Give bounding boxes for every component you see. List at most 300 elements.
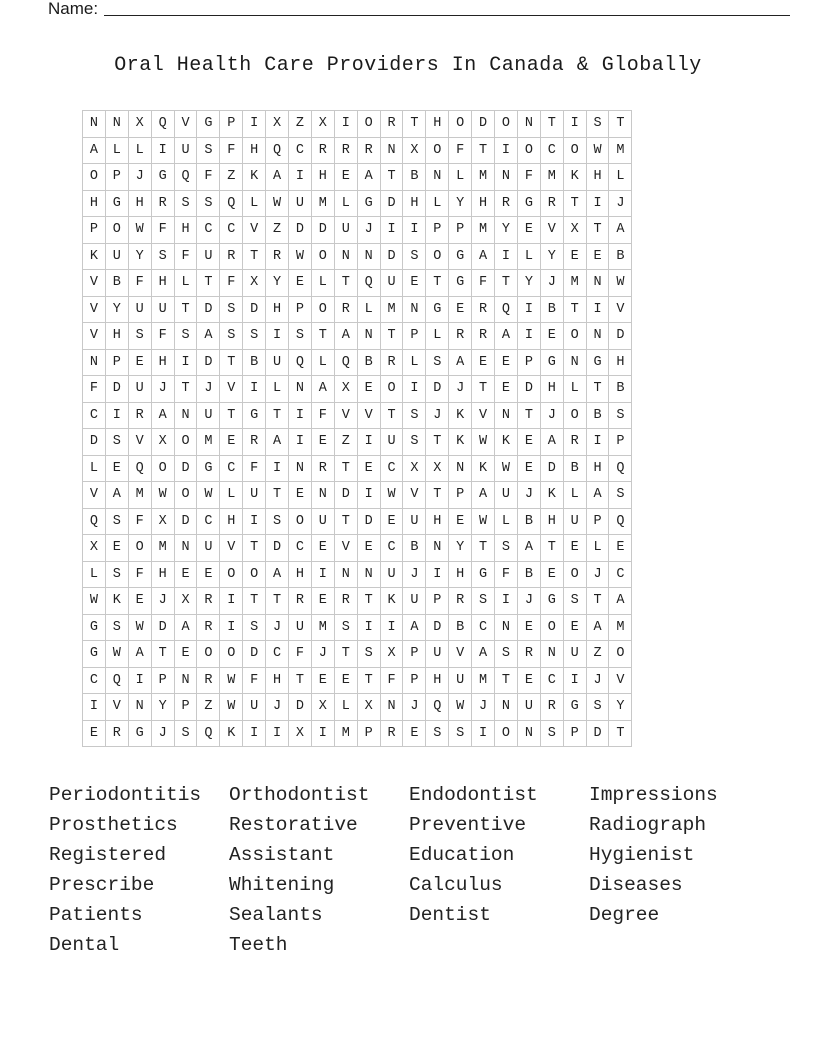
grid-cell[interactable]: S [105,614,128,641]
grid-cell[interactable]: E [311,588,334,615]
grid-cell[interactable]: F [174,243,197,270]
grid-cell[interactable]: J [311,641,334,668]
grid-cell[interactable]: I [357,482,380,509]
grid-cell[interactable]: L [609,164,632,191]
grid-cell[interactable]: Q [220,190,243,217]
grid-cell[interactable]: E [357,455,380,482]
grid-cell[interactable]: F [517,164,540,191]
grid-cell[interactable]: D [151,614,174,641]
grid-cell[interactable]: H [151,561,174,588]
grid-cell[interactable]: D [517,376,540,403]
grid-cell[interactable]: N [586,323,609,350]
grid-cell[interactable]: L [449,164,472,191]
grid-cell[interactable]: E [357,535,380,562]
grid-cell[interactable]: S [586,111,609,138]
grid-cell[interactable]: G [83,641,106,668]
grid-cell[interactable]: S [128,323,151,350]
grid-cell[interactable]: M [472,667,495,694]
grid-cell[interactable]: D [83,429,106,456]
grid-cell[interactable]: T [380,402,403,429]
grid-cell[interactable]: L [517,243,540,270]
grid-cell[interactable]: U [289,190,312,217]
grid-cell[interactable]: Z [586,641,609,668]
grid-cell[interactable]: T [151,641,174,668]
grid-cell[interactable]: D [174,508,197,535]
grid-cell[interactable]: Z [220,164,243,191]
grid-cell[interactable]: N [380,694,403,721]
grid-cell[interactable]: S [426,720,449,747]
grid-cell[interactable]: N [357,561,380,588]
grid-cell[interactable]: I [357,614,380,641]
grid-cell[interactable]: E [517,614,540,641]
grid-cell[interactable]: I [243,508,266,535]
grid-cell[interactable]: F [243,455,266,482]
grid-cell[interactable]: Q [128,455,151,482]
grid-cell[interactable]: A [586,482,609,509]
grid-cell[interactable]: E [449,296,472,323]
grid-cell[interactable]: H [151,349,174,376]
grid-cell[interactable]: U [266,349,289,376]
grid-cell[interactable]: H [426,508,449,535]
grid-cell[interactable]: H [289,561,312,588]
grid-cell[interactable]: N [426,535,449,562]
grid-cell[interactable]: I [289,429,312,456]
grid-cell[interactable]: L [563,482,586,509]
grid-cell[interactable]: H [586,164,609,191]
grid-cell[interactable]: A [609,217,632,244]
grid-cell[interactable]: C [266,641,289,668]
grid-cell[interactable]: L [174,270,197,297]
grid-cell[interactable]: J [151,376,174,403]
grid-cell[interactable]: Q [83,508,106,535]
grid-cell[interactable]: X [266,111,289,138]
grid-cell[interactable]: U [151,296,174,323]
grid-cell[interactable]: V [83,270,106,297]
grid-cell[interactable]: R [220,243,243,270]
grid-cell[interactable]: X [83,535,106,562]
grid-cell[interactable]: D [105,376,128,403]
grid-cell[interactable]: X [151,508,174,535]
grid-cell[interactable]: L [83,455,106,482]
grid-cell[interactable]: L [357,296,380,323]
grid-cell[interactable]: L [334,694,357,721]
grid-cell[interactable]: J [403,694,426,721]
grid-cell[interactable]: V [609,296,632,323]
grid-cell[interactable]: C [609,561,632,588]
grid-cell[interactable]: O [563,323,586,350]
grid-cell[interactable]: R [495,190,518,217]
grid-cell[interactable]: P [105,349,128,376]
grid-cell[interactable]: U [563,641,586,668]
grid-cell[interactable]: A [472,243,495,270]
grid-cell[interactable]: T [586,376,609,403]
grid-cell[interactable]: E [495,376,518,403]
grid-cell[interactable]: F [151,323,174,350]
grid-cell[interactable]: A [586,614,609,641]
grid-cell[interactable]: I [426,561,449,588]
grid-cell[interactable]: X [334,376,357,403]
grid-cell[interactable]: I [586,190,609,217]
grid-cell[interactable]: D [426,376,449,403]
grid-cell[interactable]: E [311,429,334,456]
grid-cell[interactable]: O [220,641,243,668]
grid-cell[interactable]: Q [334,349,357,376]
grid-cell[interactable]: T [357,588,380,615]
grid-cell[interactable]: G [540,349,563,376]
grid-cell[interactable]: P [517,349,540,376]
grid-cell[interactable]: R [449,588,472,615]
grid-cell[interactable]: X [174,588,197,615]
grid-cell[interactable]: O [311,243,334,270]
grid-cell[interactable]: K [220,720,243,747]
grid-cell[interactable]: N [540,641,563,668]
grid-cell[interactable]: F [220,137,243,164]
grid-cell[interactable]: U [243,482,266,509]
grid-cell[interactable]: D [266,535,289,562]
grid-cell[interactable]: K [449,429,472,456]
grid-cell[interactable]: U [380,429,403,456]
grid-cell[interactable]: N [289,376,312,403]
grid-cell[interactable]: G [472,561,495,588]
grid-cell[interactable]: X [403,137,426,164]
grid-cell[interactable]: H [449,561,472,588]
grid-cell[interactable]: W [197,482,220,509]
grid-cell[interactable]: A [540,429,563,456]
grid-cell[interactable]: Y [151,694,174,721]
grid-cell[interactable]: M [311,190,334,217]
grid-cell[interactable]: Z [289,111,312,138]
grid-cell[interactable]: T [586,588,609,615]
grid-cell[interactable]: U [563,508,586,535]
grid-cell[interactable]: E [128,349,151,376]
grid-cell[interactable]: C [83,402,106,429]
grid-cell[interactable]: A [495,323,518,350]
grid-cell[interactable]: D [380,190,403,217]
grid-cell[interactable]: O [426,137,449,164]
grid-cell[interactable]: D [540,455,563,482]
grid-cell[interactable]: F [311,402,334,429]
grid-cell[interactable]: V [449,641,472,668]
grid-cell[interactable]: V [105,694,128,721]
grid-cell[interactable]: P [151,667,174,694]
grid-cell[interactable]: B [105,270,128,297]
grid-cell[interactable]: E [403,270,426,297]
grid-cell[interactable]: D [609,323,632,350]
grid-cell[interactable]: S [403,429,426,456]
grid-cell[interactable]: M [563,270,586,297]
grid-cell[interactable]: D [334,482,357,509]
grid-cell[interactable]: I [83,694,106,721]
grid-cell[interactable]: A [403,614,426,641]
grid-cell[interactable]: R [197,614,220,641]
grid-cell[interactable]: R [357,137,380,164]
grid-cell[interactable]: J [151,588,174,615]
grid-cell[interactable]: V [128,429,151,456]
grid-cell[interactable]: E [472,349,495,376]
grid-cell[interactable]: F [380,667,403,694]
grid-cell[interactable]: U [403,588,426,615]
grid-cell[interactable]: G [426,296,449,323]
grid-cell[interactable]: I [495,137,518,164]
grid-cell[interactable]: J [472,694,495,721]
grid-cell[interactable]: I [151,137,174,164]
grid-cell[interactable]: F [128,508,151,535]
grid-cell[interactable]: C [220,455,243,482]
grid-cell[interactable]: K [105,588,128,615]
grid-cell[interactable]: V [83,482,106,509]
grid-cell[interactable]: T [357,667,380,694]
grid-cell[interactable]: J [586,667,609,694]
grid-cell[interactable]: H [586,455,609,482]
grid-cell[interactable]: Y [128,243,151,270]
grid-cell[interactable]: H [151,270,174,297]
grid-cell[interactable]: A [266,561,289,588]
grid-cell[interactable]: N [380,137,403,164]
grid-cell[interactable]: O [563,137,586,164]
grid-cell[interactable]: J [151,720,174,747]
grid-cell[interactable]: C [540,137,563,164]
grid-cell[interactable]: N [495,614,518,641]
grid-cell[interactable]: O [449,111,472,138]
grid-cell[interactable]: N [517,720,540,747]
grid-cell[interactable]: R [311,455,334,482]
grid-cell[interactable]: Z [334,429,357,456]
grid-cell[interactable]: E [517,455,540,482]
grid-cell[interactable]: G [563,694,586,721]
grid-cell[interactable]: V [220,376,243,403]
grid-cell[interactable]: T [380,323,403,350]
grid-cell[interactable]: P [426,217,449,244]
grid-cell[interactable]: L [495,508,518,535]
grid-cell[interactable]: N [495,164,518,191]
grid-cell[interactable]: C [83,667,106,694]
grid-cell[interactable]: D [174,455,197,482]
grid-cell[interactable]: S [174,190,197,217]
grid-cell[interactable]: N [83,349,106,376]
grid-cell[interactable]: R [472,323,495,350]
grid-cell[interactable]: B [403,164,426,191]
grid-cell[interactable]: H [472,190,495,217]
grid-cell[interactable]: O [311,296,334,323]
grid-cell[interactable]: E [563,243,586,270]
grid-cell[interactable]: I [495,588,518,615]
grid-cell[interactable]: I [380,614,403,641]
grid-cell[interactable]: Q [495,296,518,323]
grid-cell[interactable]: O [220,561,243,588]
grid-cell[interactable]: V [540,217,563,244]
grid-cell[interactable]: G [83,614,106,641]
grid-cell[interactable]: T [243,588,266,615]
grid-cell[interactable]: E [357,376,380,403]
grid-cell[interactable]: J [403,561,426,588]
grid-cell[interactable]: A [517,535,540,562]
grid-cell[interactable]: S [403,243,426,270]
grid-cell[interactable]: R [243,429,266,456]
grid-cell[interactable]: E [220,429,243,456]
grid-cell[interactable]: E [128,588,151,615]
grid-cell[interactable]: E [563,614,586,641]
grid-cell[interactable]: N [311,482,334,509]
grid-cell[interactable]: S [220,323,243,350]
grid-cell[interactable]: L [311,270,334,297]
grid-cell[interactable]: N [334,561,357,588]
grid-cell[interactable]: K [495,429,518,456]
grid-cell[interactable]: N [105,111,128,138]
grid-cell[interactable]: N [357,323,380,350]
grid-cell[interactable]: T [289,667,312,694]
grid-cell[interactable]: Q [426,694,449,721]
grid-cell[interactable]: G [449,243,472,270]
grid-cell[interactable]: B [357,349,380,376]
grid-cell[interactable]: I [266,455,289,482]
grid-cell[interactable]: R [380,111,403,138]
grid-cell[interactable]: S [174,720,197,747]
grid-cell[interactable]: P [357,720,380,747]
grid-cell[interactable]: I [243,111,266,138]
grid-cell[interactable]: M [609,137,632,164]
grid-cell[interactable]: Z [197,694,220,721]
grid-cell[interactable]: P [426,588,449,615]
grid-cell[interactable]: U [128,376,151,403]
grid-cell[interactable]: S [105,429,128,456]
grid-cell[interactable]: T [334,508,357,535]
grid-cell[interactable]: W [380,482,403,509]
grid-cell[interactable]: X [243,270,266,297]
grid-cell[interactable]: E [105,535,128,562]
grid-cell[interactable]: G [540,588,563,615]
grid-cell[interactable]: H [220,508,243,535]
grid-cell[interactable]: Q [357,270,380,297]
grid-cell[interactable]: T [586,217,609,244]
grid-cell[interactable]: A [266,429,289,456]
grid-cell[interactable]: C [220,217,243,244]
grid-cell[interactable]: S [495,641,518,668]
grid-cell[interactable]: T [266,482,289,509]
grid-cell[interactable]: C [289,535,312,562]
grid-cell[interactable]: S [220,296,243,323]
grid-cell[interactable]: T [243,243,266,270]
grid-cell[interactable]: M [151,535,174,562]
grid-cell[interactable]: N [289,455,312,482]
grid-cell[interactable]: O [563,561,586,588]
grid-cell[interactable]: U [197,243,220,270]
grid-cell[interactable]: R [540,694,563,721]
grid-cell[interactable]: F [220,270,243,297]
grid-cell[interactable]: Y [517,270,540,297]
grid-cell[interactable]: H [426,111,449,138]
grid-cell[interactable]: O [151,455,174,482]
grid-cell[interactable]: E [289,270,312,297]
grid-cell[interactable]: I [311,561,334,588]
grid-cell[interactable]: A [311,376,334,403]
grid-cell[interactable]: R [151,190,174,217]
grid-cell[interactable]: S [243,614,266,641]
grid-cell[interactable]: Q [609,508,632,535]
grid-cell[interactable]: U [197,535,220,562]
grid-cell[interactable]: G [105,190,128,217]
grid-cell[interactable]: E [403,720,426,747]
grid-cell[interactable]: M [128,482,151,509]
grid-cell[interactable]: E [563,535,586,562]
grid-cell[interactable]: T [563,190,586,217]
grid-cell[interactable]: G [197,455,220,482]
grid-cell[interactable]: J [449,376,472,403]
grid-cell[interactable]: N [495,402,518,429]
grid-cell[interactable]: J [517,482,540,509]
grid-cell[interactable]: B [517,508,540,535]
grid-cell[interactable]: S [563,588,586,615]
grid-cell[interactable]: H [105,323,128,350]
grid-cell[interactable]: A [472,641,495,668]
grid-cell[interactable]: E [495,349,518,376]
grid-cell[interactable]: A [174,614,197,641]
grid-cell[interactable]: G [586,349,609,376]
grid-cell[interactable]: I [472,720,495,747]
grid-cell[interactable]: W [609,270,632,297]
grid-cell[interactable]: T [197,270,220,297]
grid-cell[interactable]: G [243,402,266,429]
grid-cell[interactable]: L [243,190,266,217]
grid-cell[interactable]: N [517,111,540,138]
grid-cell[interactable]: B [609,376,632,403]
grid-cell[interactable]: R [266,243,289,270]
grid-cell[interactable]: S [105,561,128,588]
grid-cell[interactable]: O [174,429,197,456]
grid-cell[interactable]: O [174,482,197,509]
grid-cell[interactable]: P [220,111,243,138]
grid-cell[interactable]: E [517,667,540,694]
grid-cell[interactable]: I [403,217,426,244]
grid-cell[interactable]: C [472,614,495,641]
grid-cell[interactable]: O [426,243,449,270]
grid-cell[interactable]: K [449,402,472,429]
grid-cell[interactable]: V [334,535,357,562]
grid-cell[interactable]: D [197,296,220,323]
grid-cell[interactable]: W [472,429,495,456]
grid-cell[interactable]: G [357,190,380,217]
grid-cell[interactable]: A [83,137,106,164]
grid-cell[interactable]: D [357,508,380,535]
grid-cell[interactable]: S [609,402,632,429]
grid-cell[interactable]: N [334,243,357,270]
grid-cell[interactable]: H [403,190,426,217]
grid-cell[interactable]: H [426,667,449,694]
grid-cell[interactable]: S [586,694,609,721]
grid-cell[interactable]: P [403,641,426,668]
grid-cell[interactable]: K [243,164,266,191]
grid-cell[interactable]: T [540,111,563,138]
grid-cell[interactable]: E [540,561,563,588]
grid-cell[interactable]: O [243,561,266,588]
grid-cell[interactable]: F [128,270,151,297]
grid-cell[interactable]: N [357,243,380,270]
grid-cell[interactable]: E [517,429,540,456]
grid-cell[interactable]: L [105,137,128,164]
grid-cell[interactable]: A [472,482,495,509]
grid-cell[interactable]: B [403,535,426,562]
grid-cell[interactable]: F [83,376,106,403]
grid-cell[interactable]: I [289,402,312,429]
grid-cell[interactable]: L [426,190,449,217]
grid-cell[interactable]: N [449,455,472,482]
grid-cell[interactable]: T [472,376,495,403]
grid-cell[interactable]: M [472,164,495,191]
grid-cell[interactable]: S [174,323,197,350]
grid-cell[interactable]: C [197,508,220,535]
grid-cell[interactable]: T [609,720,632,747]
grid-cell[interactable]: H [540,376,563,403]
grid-cell[interactable]: P [83,217,106,244]
